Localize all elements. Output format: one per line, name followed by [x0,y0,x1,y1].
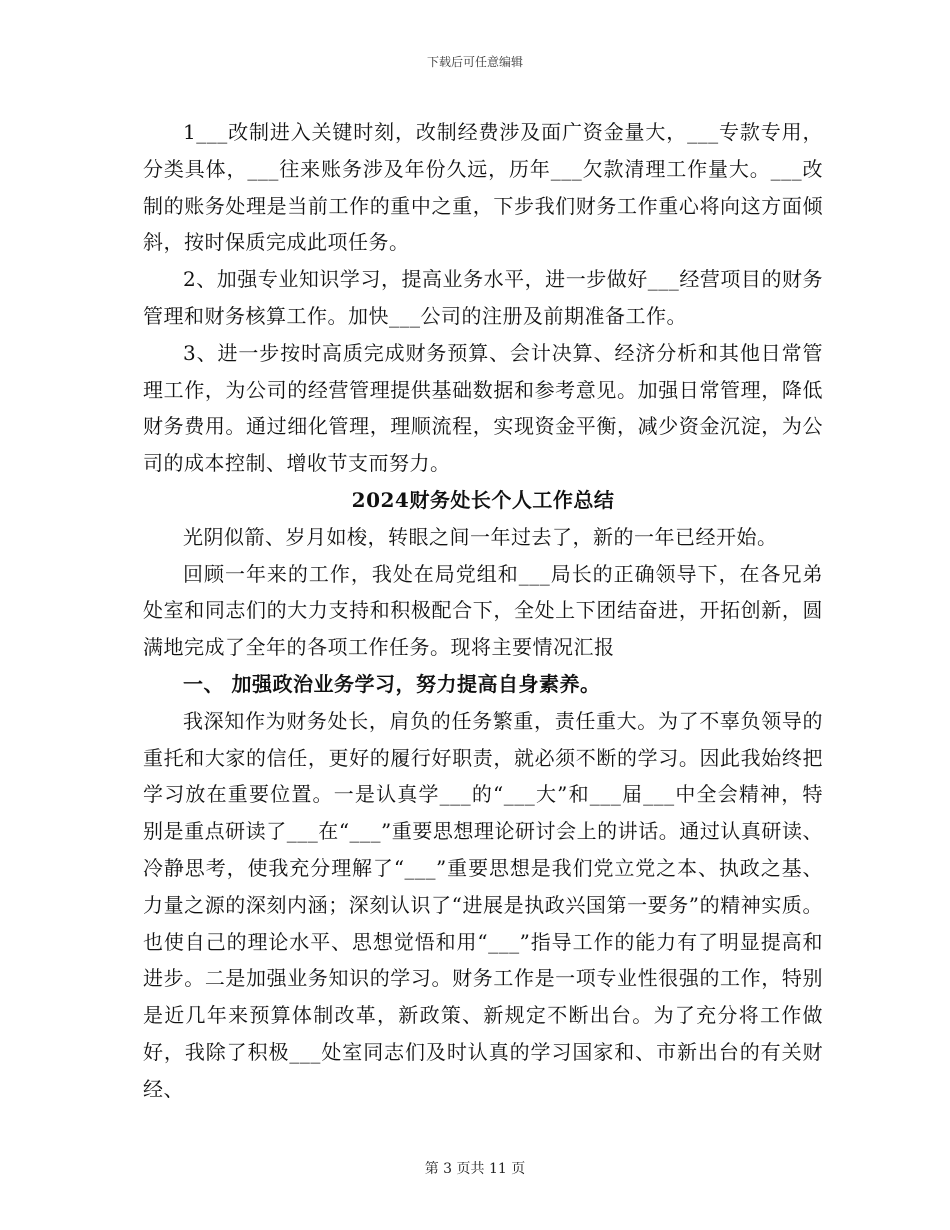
paragraph-item-2: 2、加强专业知识学习，提高业务水平，进一步做好___经营项目的财务管理和财务核算工作。加快___公司的注册及前期准备工作。 [143,267,823,328]
section-heading-1: 一、 加强政治业务学习，努力提高自身素养。 [183,671,601,696]
paragraph-study: 我深知作为财务处长，肩负的任务繁重，责任重大。为了不辜负领导的重托和大家的信任，更好的履行好职责，就必须不断的学习。因此我始终把学习放在重要位置。一是认真学___的“___大”和___届___中全会精神，特别是重点研读了___在“___”重要思想理论研讨会上的讲话。通过认真研读、冷静思考，使我充分理解了“___”重要思想是我们党立党之本、执政之基、力量之源的深刻内涵；深刻认识了“进展是执政兴国第一要务”的精神实质。也使自己的理论水平、思想觉悟和用“___”指导工作的能力有了明显提高和进步。二是加强业务知识的学习。财务工作是一项专业性很强的工作，特别是近几年来预算体制改革，新政策、新规定不断出台。为了充分将工作做好，我除了积极___处室同志们及时认真的学习国家和、市新出台的有关财经、 [143,708,823,1101]
document-title: 2024财务处长个人工作总结 [351,487,615,512]
page-number: 第 3 页共 11 页 [424,1161,526,1177]
paragraph-item-1: 1___改制进入关键时刻，改制经费涉及面广资金量大，___专款专用，分类具体，___往来账务涉及年份久远，历年___欠款清理工作量大。___改制的账务处理是当前工作的重中之重，下步我们财务工作重心将向这方面倾斜，按时保质完成此项任务。 [143,120,823,255]
paragraph-intro: 光阴似箭、岁月如梭，转眼之间一年过去了，新的一年已经开始。 [183,524,778,549]
document-body [143,114,823,1108]
paragraph-review: 回顾一年来的工作，我处在局党组和___局长的正确领导下，在各兄弟处室和同志们的大力支持和积极配合下，全处上下团结奋进，开拓创新，圆满地完成了全年的各项工作任务。现将主要情况汇报 [143,561,823,660]
paragraph-item-3: 3、进一步按时高质完成财务预算、会计决算、经济分析和其他日常管理工作，为公司的经营管理提供基础数据和参考意见。加强日常管理，降低财务费用。通过细化管理，理顺流程，实现资金平衡，减少资金沉淀，为公司的成本控制、增收节支而努力。 [143,340,823,476]
page-header-note: 下载后可任意编辑 [426,55,523,69]
